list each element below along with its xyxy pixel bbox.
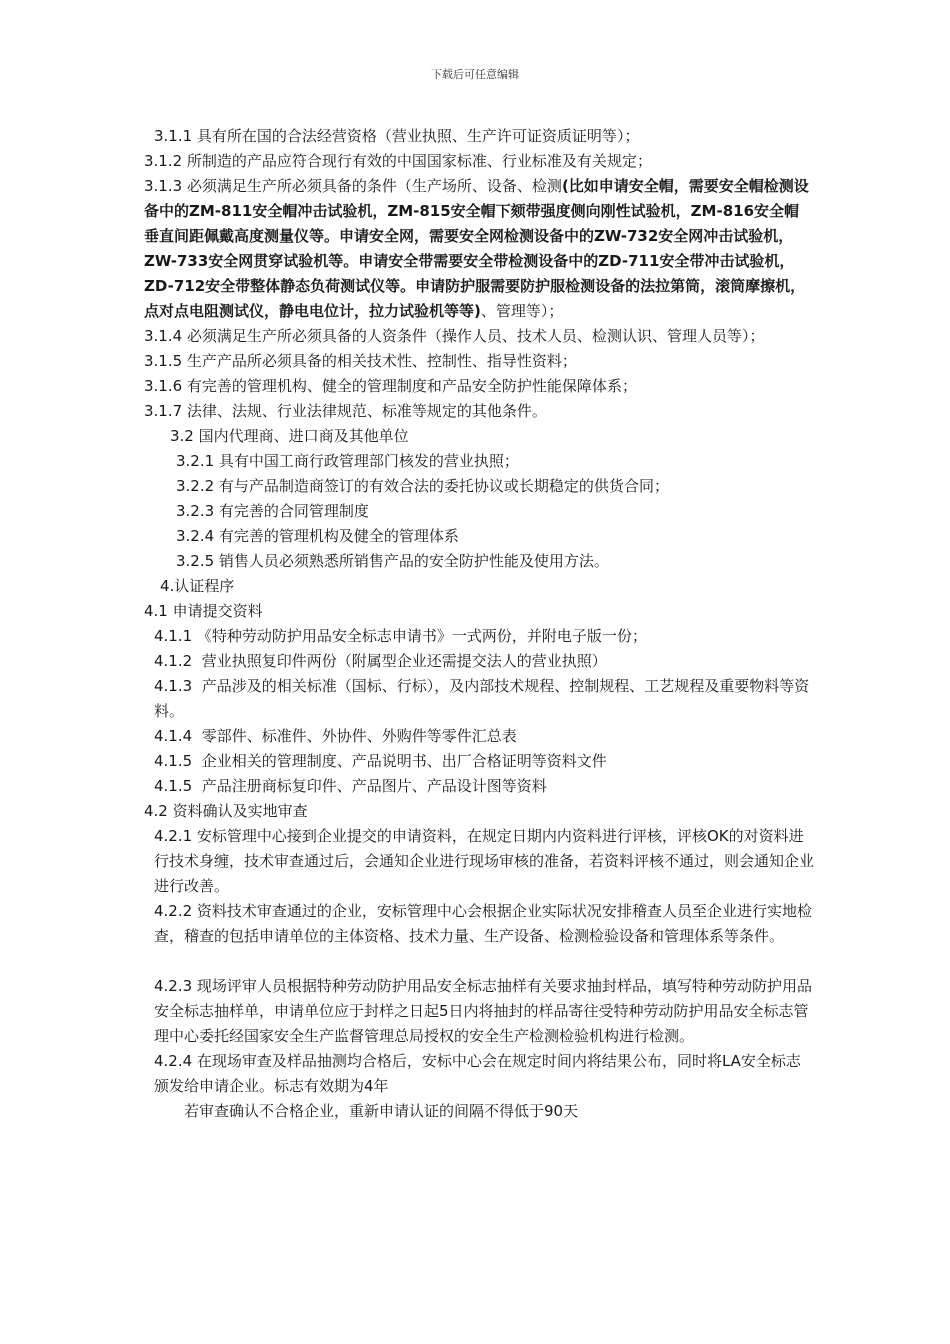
heading-4-2: 4.2 资料确认及实地审查 <box>144 802 308 820</box>
para-3-2-4: 3.2.4 有完善的管理机构及健全的管理体系 <box>176 527 459 545</box>
para-4-1-1: 4.1.1 《特种劳动防护用品安全标志申请书》一式两份，并附电子版一份； <box>154 627 647 645</box>
page-header: 下载后可任意编辑 <box>431 68 519 81</box>
heading-3-2: 3.2 国内代理商、进口商及其他单位 <box>170 427 409 445</box>
para-4-2-2: 4.2.2 资料技术审查通过的企业，安标管理中心会根据企业实际状况安排稽查人员至企业进行实地检查，稽查的包括申请单位的主体资格、技术力量、生产设备、检测检验设备和管理体系等条件。 <box>154 902 812 945</box>
para-3-1-3-lead: 3.1.3 必须满足生产所必须具备的条件（生产场所、设备、检测 <box>144 177 562 195</box>
para-last: 若审查确认不合格企业，重新申请认证的间隔不得低于90天 <box>184 1102 579 1120</box>
para-3-1-4: 3.1.4 必须满足生产所必须具备的人资条件（操作人员、技术人员、检测认识、管理人员等）； <box>144 327 765 345</box>
para-3-2-5: 3.2.5 销售人员必须熟悉所销售产品的安全防护性能及使用方法。 <box>176 552 609 570</box>
para-3-1-3 <box>144 174 814 324</box>
para-4-1-4: 4.1.4 零部件、标准件、外协件、外购件等零件汇总表 <box>154 727 517 745</box>
para-3-1-5: 3.1.5 生产产品所必须具备的相关技术性、控制性、指导性资料； <box>144 352 577 370</box>
para-3-1-6: 3.1.6 有完善的管理机构、健全的管理制度和产品安全防护性能保障体系； <box>144 377 637 395</box>
para-3-1-1: 3.1.1 具有所在国的合法经营资格（营业执照、生产许可证资质证明等）； <box>154 127 640 145</box>
para-3-1-3-tail: 、管理等）； <box>480 302 564 320</box>
para-4-1-2: 4.1.2 营业执照复印件两份（附属型企业还需提交法人的营业执照） <box>154 652 607 670</box>
document-body <box>144 124 814 1124</box>
para-4-1-5b: 4.1.5 产品注册商标复印件、产品图片、产品设计图等资料 <box>154 777 547 795</box>
paragraph-gap <box>144 949 814 974</box>
para-4-2-1: 4.2.1 安标管理中心接到企业提交的申请资料，在规定日期内内资料进行评核，评核OK的对资料进行技术身缠，技术审查通过后，会通知企业进行现场审核的准备，若资料评核不通过，则会通知企业进行改善。 <box>154 827 815 895</box>
heading-4: 4.认证程序 <box>160 577 235 595</box>
heading-4-1: 4.1 申请提交资料 <box>144 602 263 620</box>
para-3-2-3: 3.2.3 有完善的合同管理制度 <box>176 502 369 520</box>
para-3-2-1: 3.2.1 具有中国工商行政管理部门核发的营业执照； <box>176 452 519 470</box>
para-4-1-3: 4.1.3 产品涉及的相关标准（国标、行标），及内部技术规程、控制规程、工艺规程及重要物料等资料。 <box>154 677 810 720</box>
para-3-1-7: 3.1.7 法律、法规、行业法律规范、标准等规定的其他条件。 <box>144 402 547 420</box>
para-4-1-5a: 4.1.5 企业相关的管理制度、产品说明书、出厂合格证明等资料文件 <box>154 752 607 770</box>
para-4-2-3: 4.2.3 现场评审人员根据特种劳动防护用品安全标志抽样有关要求抽封样品，填写特种劳动防护用品安全标志抽样单，申请单位应于封样之日起5日内将抽封的样品寄往受特种劳动防护用品安全标志管理中心委托经国家安全生产监督管理总局授权的安全生产检测检验机构进行检测。 <box>154 977 812 1045</box>
para-4-2-4: 4.2.4 在现场审查及样品抽测均合格后，安标中心会在规定时间内将结果公布，同时将LA安全标志颁发给申请企业。标志有效期为4年 <box>154 1052 801 1095</box>
para-3-1-2: 3.1.2 所制造的产品应符合现行有效的中国国家标准、行业标准及有关规定； <box>144 152 652 170</box>
para-3-1-3-bold: (比如申请安全帽，需要安全帽检测设备中的ZM-811安全帽冲击试验机，ZM-815安全帽下颏带强度侧向刚性试验机，ZM-816安全帽垂直间距佩戴高度测量仪等。申请安全网，需要安全网检测设备中的ZW-732安全网冲击试验机，ZW-733安全网贯穿试验机等。申请安全带需要安全带检测设备中的ZD-711安全带冲击试验机，ZD-712安全带整体静态负荷测试仪等。申请防护服需要防护服检测设备的法拉第筒，滚筒摩擦机，点对点电阻测试仪，静电电位计，拉力试验机等等) <box>144 177 809 320</box>
para-3-2-2: 3.2.2 有与产品制造商签订的有效合法的委托协议或长期稳定的供货合同； <box>176 477 669 495</box>
